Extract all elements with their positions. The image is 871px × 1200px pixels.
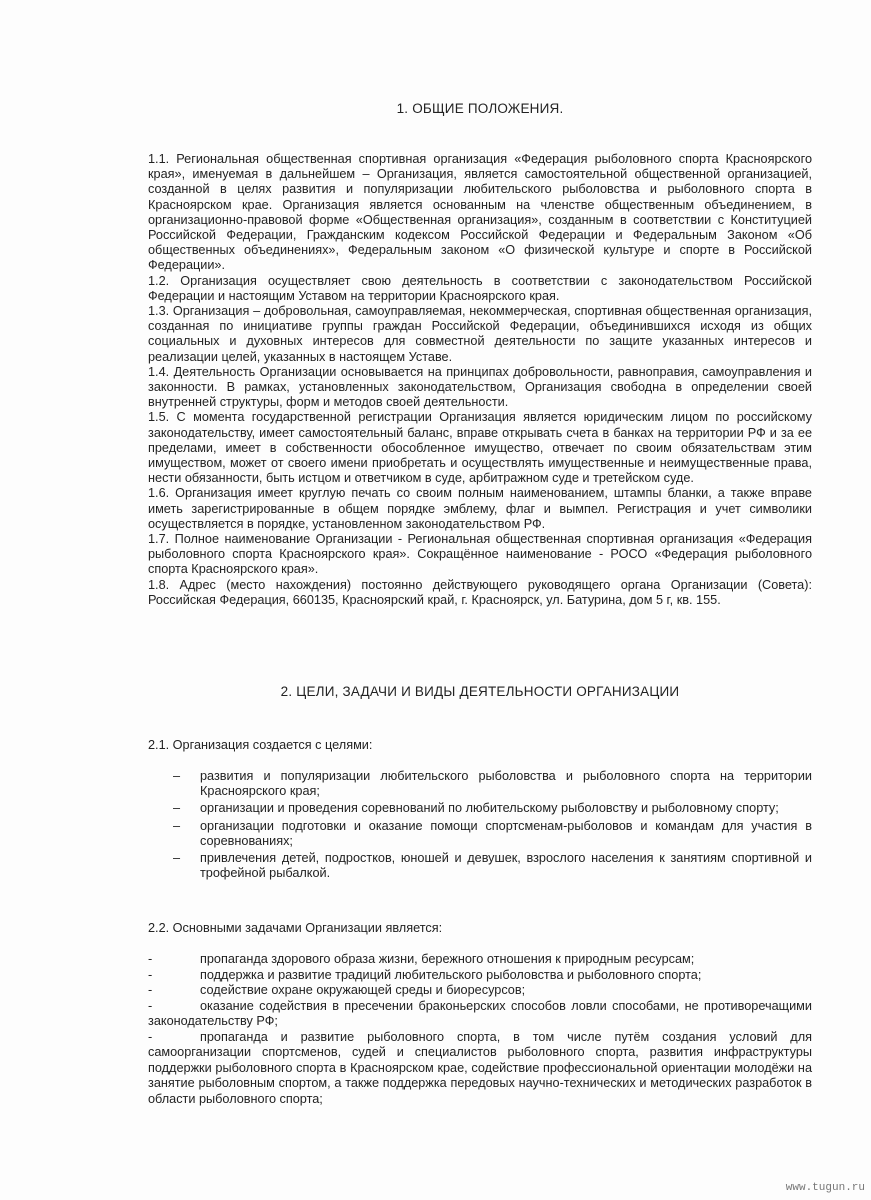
goal-text: привлечения детей, подростков, юношей и девушек, взрослого населения к занятиям спортивной и трофейной рыбалкой.: [200, 851, 812, 881]
list-dash: -: [148, 952, 153, 966]
list-item: [148, 968, 812, 984]
paragraph-1-7: 1.7. Полное наименование Организации - Региональная общественная спортивная организация «Федерация рыболовного спорта Красноярского края». Сокращённое наименование - РОСО «Федерация рыболовного спорта Красноярского края».: [148, 532, 812, 577]
paragraph-1-8: 1.8. Адрес (место нахождения) постоянно действующего руководящего органа Организации (Совета): Российская Федерация, 660135, Красноярский край, г. Красноярск, ул. Батурина, дом 5 г, кв. 155.: [148, 577, 812, 607]
task-text: пропаганда и развитие рыболовного спорта, в том числе путём создания условий для самоорганизации спортсменов, судей и специалистов рыболовного спорта, развития инфраструктуры поддержки рыболовного спорта в Красноярском крае, содействие профессиональной ориентации молодёжи на занятие рыболовным спортом, а также поддержка передовых научно-технических и методических разработок в области рыболовного спорта;: [148, 1029, 812, 1106]
paragraph-1-2: 1.2. Организация осуществляет свою деятельность в соответствии с законодательством Российской Федерации и настоящим Уставом на территории Красноярского края.: [148, 273, 812, 303]
list-dash: –: [173, 851, 181, 866]
list-item: [148, 999, 812, 1030]
task-text: содействие охране окружающей среды и биоресурсов;: [200, 983, 526, 997]
task-text: поддержка и развитие традиций любительского рыболовства и рыболовного спорта;: [200, 967, 702, 982]
list-item: [148, 801, 812, 816]
goal-text: развития и популяризации любительского рыболовства и рыболовного спорта на территории Красноярского края;: [200, 769, 812, 799]
tasks-list: [148, 952, 812, 1107]
list-dash: -: [148, 1029, 153, 1044]
list-dash: –: [173, 818, 181, 833]
section-1-body: [148, 152, 812, 608]
paragraph-1-1: 1.1. Региональная общественная спортивная организация «Федерация рыболовного спорта Красноярского края», именуемая в дальнейшем – Организация, является самостоятельной общественной организацией, созданной в целях развития и популяризации любительского рыболовства и рыболовного спорта в Красноярском крае. Организация является основанным на членстве общественным объединением, в организационно-правовой форме «Общественная организация», созданным в соответствии с Конституцией Российской Федерации, Гражданским кодексом Российской Федерации и Федеральным Законом «Об общественных объединениях», Федеральным законом «О физической культуре и спорте в Российской Федерации».: [148, 152, 812, 273]
goals-list: [148, 769, 812, 883]
list-dash: -: [148, 967, 153, 982]
list-dash: –: [173, 801, 181, 816]
goals-intro: 2.1. Организация создается с целями:: [148, 738, 373, 752]
goal-text: организации и проведения соревнований по любительскому рыболовству и рыболовному спорту;: [200, 801, 779, 816]
goal-text: организации подготовки и оказание помощи спортсменам-рыболовов и командам для участия в соревнованиях;: [200, 818, 812, 848]
tasks-intro: 2.2. Основными задачами Организации является:: [148, 921, 443, 935]
list-item: [148, 769, 812, 799]
list-item: [148, 1030, 812, 1108]
list-item: [148, 952, 812, 968]
list-item: [148, 983, 812, 999]
paragraph-1-3: 1.3. Организация – добровольная, самоуправляемая, некоммерческая, спортивная общественная организация, созданная по инициативе группы граждан Российской Федерации, объединившихся исходя из общих социальных и духовных интересов для совместной деятельности по защите указанных интересов и реализации целей, указанных в настоящем Уставе.: [148, 304, 812, 364]
section-2-title: 2. ЦЕЛИ, ЗАДАЧИ И ВИДЫ ДЕЯТЕЛЬНОСТИ ОРГАНИЗАЦИИ: [280, 684, 680, 699]
list-item: [148, 819, 812, 849]
section-1-title: 1. ОБЩИЕ ПОЛОЖЕНИЯ.: [396, 101, 564, 116]
list-dash: -: [148, 983, 153, 997]
paragraph-1-6: 1.6. Организация имеет круглую печать со своим полным наименованием, штампы бланки, а также вправе иметь зарегистрированные в общем порядке эмблему, флаг и вымпел. Регистрация и учет символики осуществляется в порядке, установленном законодательством РФ.: [148, 486, 812, 531]
task-text: пропаганда здорового образа жизни, бережного отношения к природным ресурсам;: [200, 952, 695, 966]
site-watermark: www.tugun.ru: [785, 1182, 865, 1194]
task-text: оказание содействия в пресечении браконьерских способов ловли способами, не противоречащими законодательству РФ;: [148, 998, 812, 1028]
list-item: [148, 851, 812, 881]
paragraph-1-4: 1.4. Деятельность Организации основывается на принципах добровольности, равноправия, самоуправления и законности. В рамках, установленных законодательством, Организация свободна в определении своей внутренней структуры, форм и методов своей деятельности.: [148, 364, 812, 410]
paragraph-1-5: 1.5. С момента государственной регистрации Организация является юридическим лицом по российскому законодательству, имеет самостоятельный баланс, вправе открывать счета в банках на территории РФ и за ее пределами, имеет в собственности обособленное имущество, отвечает по своим обязательствам этим имуществом, может от своего имени приобретать и осуществлять имущественные и неимущественные права, нести обязанности, быть истцом и ответчиком в суде, арбитражном суде и третейском суде.: [148, 410, 812, 486]
list-dash: -: [148, 998, 153, 1013]
list-dash: –: [173, 769, 181, 783]
